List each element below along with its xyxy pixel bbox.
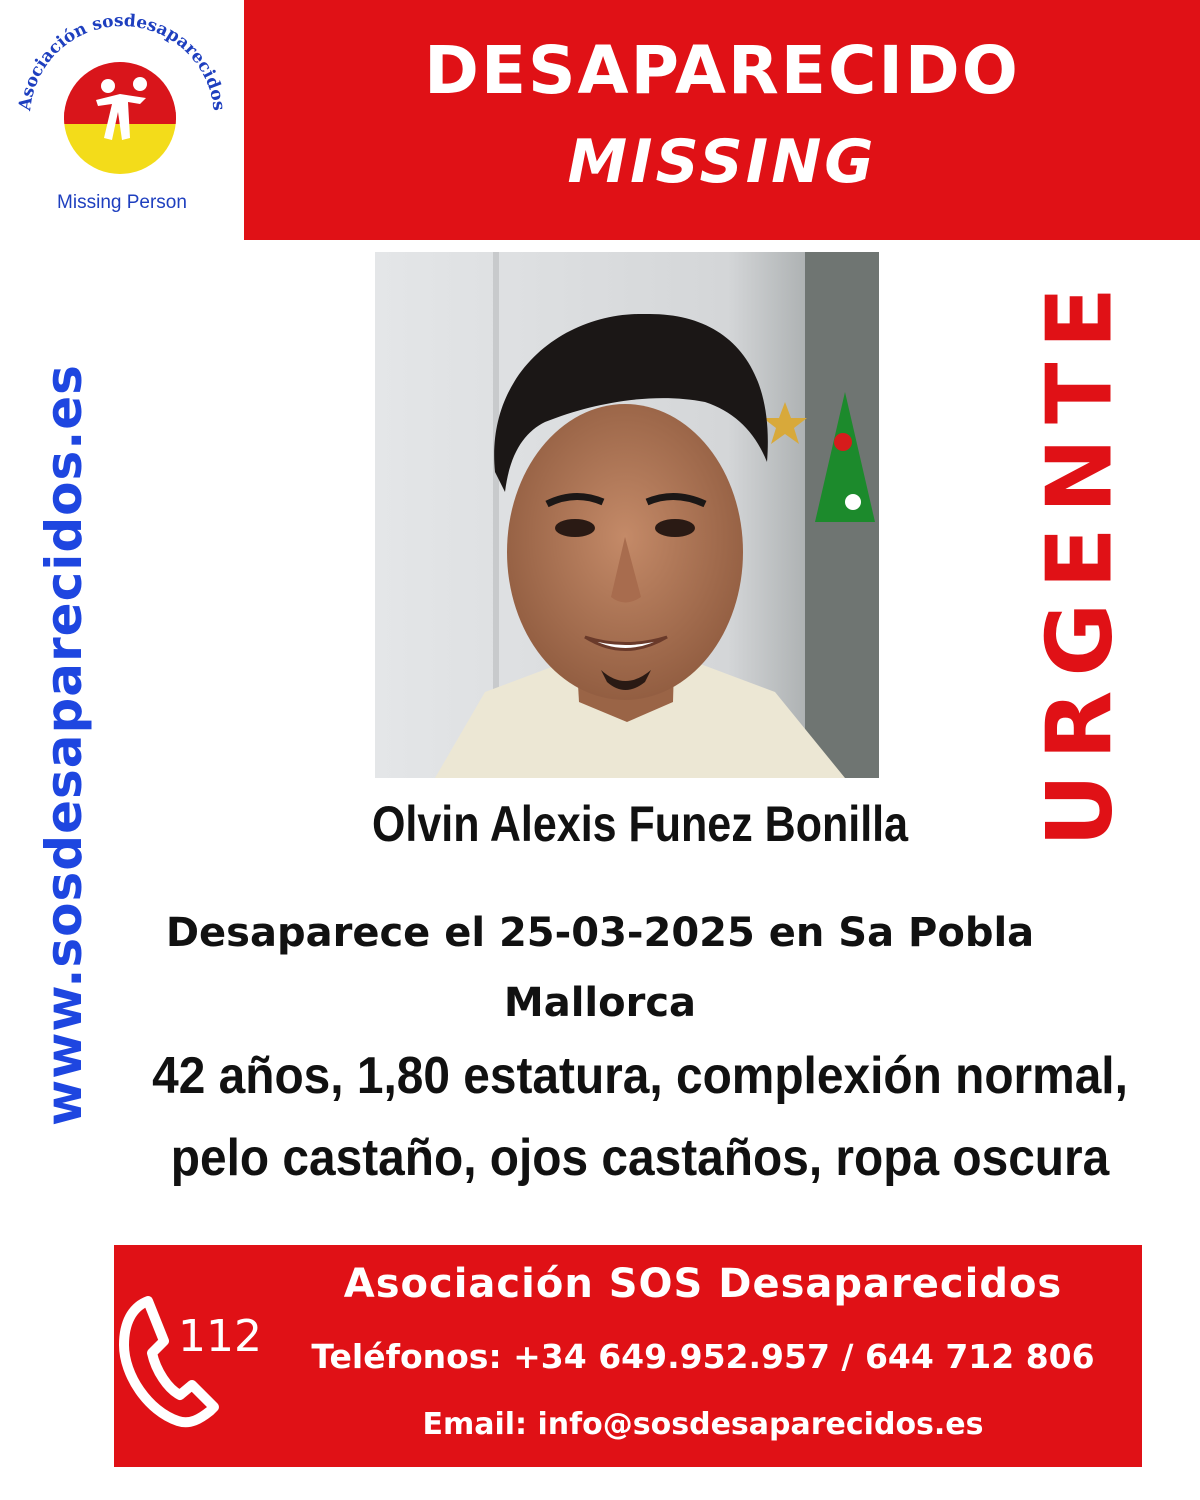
organization-logo: [0, 0, 244, 240]
logo-emblem: [0, 0, 244, 240]
website-url[interactable]: www.sosdesaparecidos.es: [35, 364, 93, 1126]
person-photo: [375, 252, 879, 778]
title-english: MISSING: [567, 127, 877, 197]
missing-region: Mallorca: [503, 980, 697, 1026]
organization-name: Asociación SOS Desaparecidos: [343, 1261, 1063, 1307]
header-banner: [244, 0, 1200, 240]
contact-phones[interactable]: Teléfonos: +34 649.952.957 / 644 712 806: [311, 1337, 1095, 1376]
description-line-1: 42 años, 1,80 estatura, complexión normal,: [152, 1047, 1128, 1105]
person-name: Olvin Alexis Funez Bonilla: [371, 796, 909, 852]
contact-footer: [114, 1245, 1142, 1467]
logo-arc-text: Asociación sosdesaparecidos: [15, 10, 229, 112]
title-spanish: DESAPARECIDO: [424, 32, 1020, 109]
person-description: [100, 1035, 1180, 1199]
description-line-2: pelo castaño, ojos castaños, ropa oscura: [170, 1129, 1110, 1187]
contact-email[interactable]: Email: info@sosdesaparecidos.es: [422, 1407, 984, 1442]
missing-details: [100, 898, 1100, 1038]
missing-date-place: Desaparece el 25-03-2025 en Sa Pobla: [165, 910, 1035, 956]
urgent-label: URGENTE: [1027, 273, 1133, 847]
emergency-number: 112: [178, 1311, 262, 1362]
logo-caption: Missing Person: [57, 192, 187, 213]
